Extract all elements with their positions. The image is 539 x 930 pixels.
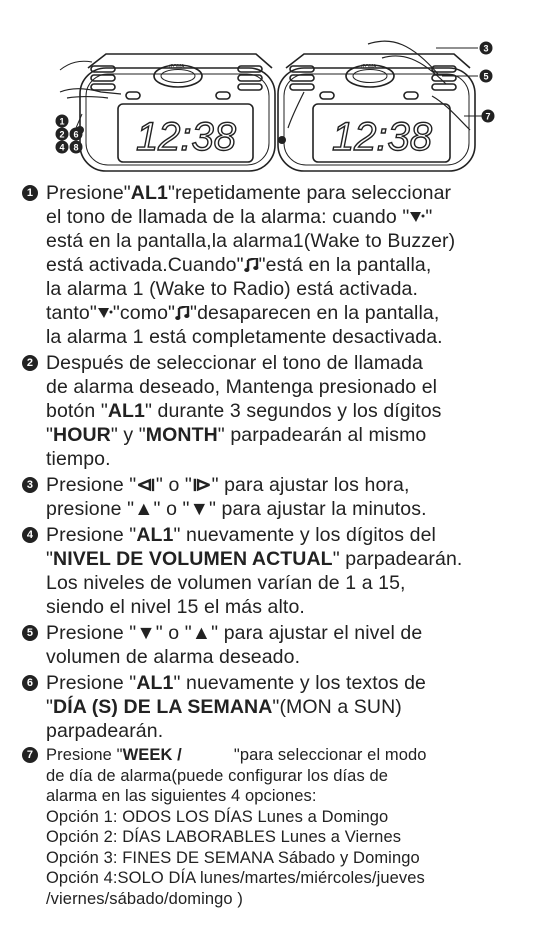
svg-text:7: 7 [485, 111, 491, 122]
step-line: la alarma 1 (Wake to Radio) está activada. [46, 278, 418, 300]
clock-left-time: 12:38 [135, 115, 237, 159]
step-number: 4 [22, 527, 38, 543]
step-line: Presione "⧏" o "⧐" para ajustar los hora, [46, 474, 410, 496]
step-7 [22, 745, 532, 909]
skip-back-icon: ⧏ [136, 474, 156, 496]
step-line: botón "AL1" durante 3 segundos y los dígitos [46, 400, 442, 422]
radio-music-icon [175, 306, 190, 320]
clock-left-logo: iTOMA [169, 64, 185, 70]
step-number: 5 [22, 625, 38, 641]
step-number: 2 [22, 355, 38, 371]
clock-right-logo: iTOMA [361, 64, 377, 70]
callout-4 [56, 141, 69, 154]
callout-2 [56, 128, 69, 141]
step-line: siendo el nivel 15 el más alto. [46, 596, 305, 618]
step-line: tanto" "como" "desaparecen en la pantalla, [46, 302, 440, 324]
svg-text:1: 1 [59, 116, 65, 127]
step-line: de alarma deseado, Mantenga presionado el [46, 376, 438, 398]
down-arrow-icon: ▼ [189, 498, 209, 520]
buzzer-icon [409, 211, 425, 224]
step-line: Opción 1: ODOS LOS DÍAS Lunes a Domingo [46, 807, 389, 826]
side-knob-right [278, 136, 286, 144]
step-line: está activada.Cuando" "está en la pantalla, [46, 254, 432, 276]
step-number: 3 [22, 477, 38, 493]
svg-text:6: 6 [73, 129, 79, 140]
up-arrow-icon: ▲ [191, 622, 212, 644]
step-line: Después de seleccionar el tono de llamada [46, 352, 423, 374]
step-5 [22, 621, 532, 669]
step-line: Presione "▼" o "▲" para ajustar el nivel de [46, 622, 423, 644]
instruction-steps [22, 181, 532, 911]
svg-text:2: 2 [59, 129, 65, 140]
step-line: Presione "AL1" nuevamente y los textos de [46, 672, 426, 694]
svg-text:8: 8 [73, 142, 79, 153]
step-line: presione "▲" o "▼" para ajustar la minutos. [46, 498, 427, 520]
step-line: Opción 2: DÍAS LABORABLES Lunes a Viernes [46, 828, 402, 846]
step-3 [22, 473, 532, 521]
step-2 [22, 351, 532, 471]
radio-music-icon [244, 258, 259, 272]
svg-text:3: 3 [483, 43, 489, 54]
down-arrow-icon: ▼ [136, 622, 156, 644]
step-line: Los niveles de volumen varían de 1 a 15, [46, 572, 406, 594]
step-line: alarma en las siguientes 4 opciones: [46, 787, 317, 805]
step-number: 6 [22, 675, 38, 691]
step-line: "DÍA (S) DE LA SEMANA"(MON a SUN) [46, 696, 402, 718]
step-number: 1 [22, 185, 38, 201]
step-line: Presione "WEEK / "para seleccionar el modo [46, 746, 427, 764]
step-line: /viernes/sábado/domingo ) [46, 889, 243, 908]
step-line: Presione"AL1"repetidamente para seleccionar [46, 182, 452, 204]
svg-text:4: 4 [59, 142, 65, 153]
clock-right-time: 12:38 [331, 115, 433, 159]
step-line: "NIVEL DE VOLUMEN ACTUAL" parpadearán. [46, 548, 463, 570]
clock-illustration [0, 0, 539, 182]
callout-3 [480, 42, 493, 55]
skip-forward-icon: ⧐ [191, 474, 212, 496]
callout-1 [56, 115, 69, 128]
buzzer-icon [97, 307, 113, 320]
step-1 [22, 181, 532, 349]
step-line: Presione "AL1" nuevamente y los dígitos del [46, 524, 436, 546]
svg-text:5: 5 [483, 71, 489, 82]
callout-5 [480, 70, 493, 83]
step-6 [22, 671, 532, 743]
step-line: Opción 4:SOLO DÍA lunes/martes/miércoles/jueves [46, 869, 425, 887]
step-line: "HOUR" y "MONTH" parpadearán al mismo [46, 424, 427, 446]
step-line: el tono de llamada de la alarma: cuando " " [46, 206, 433, 228]
step-line: Opción 3: FINES DE SEMANA Sábado y Domingo [46, 848, 420, 867]
step-line: tiempo. [46, 448, 111, 470]
step-number: 7 [22, 747, 38, 763]
step-line: de día de alarma(puede configurar los días de [46, 766, 389, 785]
step-line: parpadearán. [46, 720, 164, 742]
callout-7 [482, 110, 495, 123]
callout-8 [70, 141, 83, 154]
step-line: la alarma 1 está completamente desactivada. [46, 326, 443, 348]
up-arrow-icon: ▲ [134, 498, 154, 520]
step-line: volumen de alarma deseado. [46, 646, 301, 668]
callout-6 [70, 128, 83, 141]
step-line: está en la pantalla,la alarma1(Wake to Buzzer) [46, 230, 456, 252]
step-4 [22, 523, 532, 619]
